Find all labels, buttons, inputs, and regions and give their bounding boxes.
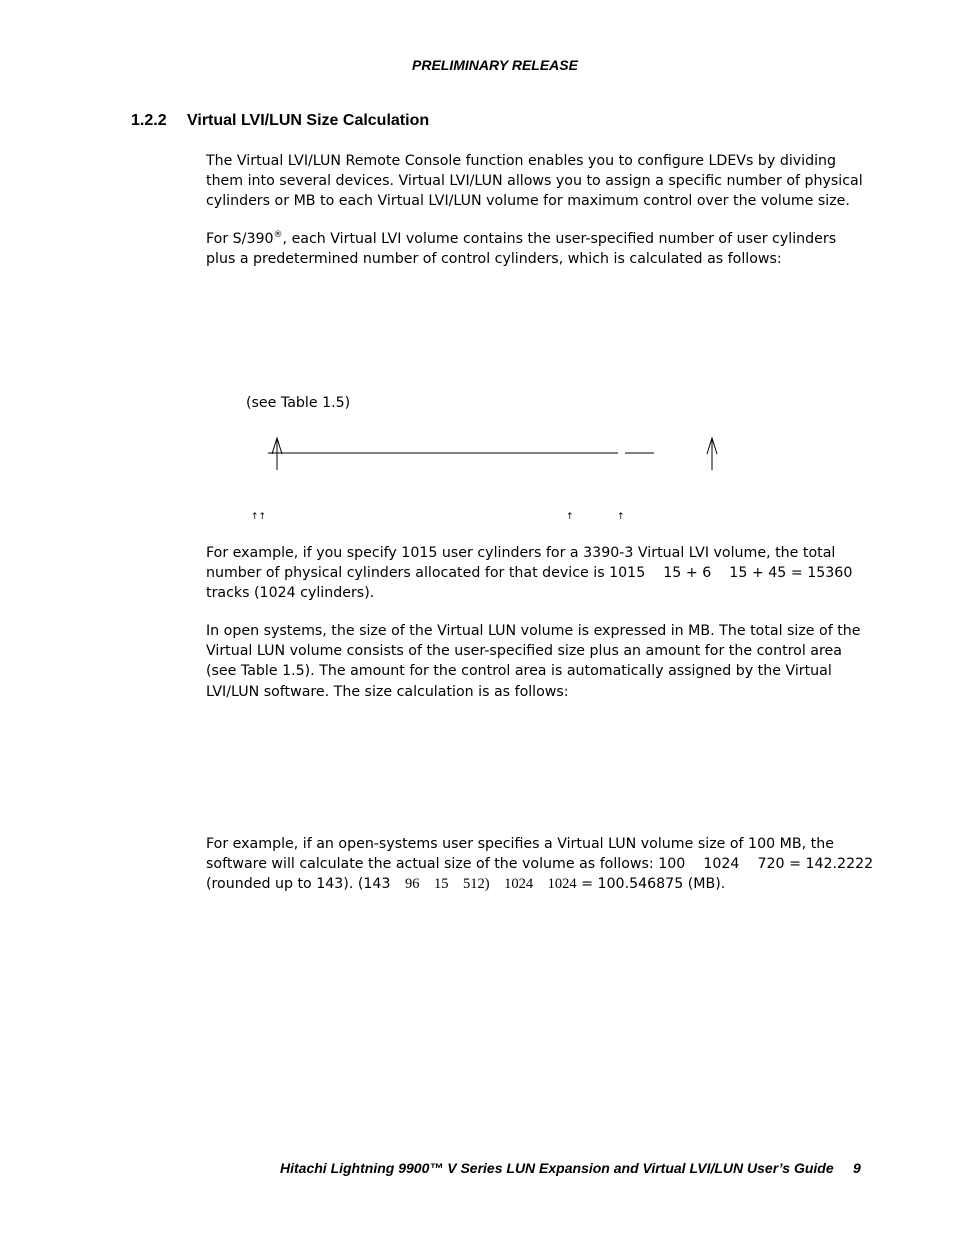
- paragraph-line: number of physical cylinders allocated for that device is 1015 15 + 6 15 + 45 = 15360: [206, 565, 853, 582]
- footer-title: Hitachi Lightning 9900™ V Series LUN Expansion and Virtual LVI/LUN User’s Guide: [280, 1160, 834, 1176]
- paragraph-line: them into several devices. Virtual LVI/LUN allows you to assign a specific number of physical: [206, 173, 863, 190]
- example-formula: 96 15 512) 1024 1024: [390, 876, 577, 893]
- paragraph-line: software will calculate the actual size of the volume as follows: 100 1024 720 = 142.2222: [206, 856, 874, 873]
- arrow-up-icon: [272, 438, 282, 470]
- paragraph-line: tracks (1024 cylinders).: [206, 585, 375, 602]
- paragraph-example-s390: [206, 543, 866, 604]
- formula-see-table: (see Table 1.5): [246, 395, 351, 411]
- paragraph-line: The Virtual LVI/LUN Remote Console function enables you to configure LDEVs by dividing: [206, 153, 837, 169]
- paragraph-line: plus a predetermined number of control cylinders, which is calculated as follows:: [206, 251, 782, 268]
- registered-mark: ®: [273, 230, 283, 240]
- running-header: PRELIMINARY RELEASE: [412, 57, 578, 73]
- paragraph-line: For example, if you specify 1015 user cylinders for a 3390-3 Virtual LVI volume, the total: [206, 545, 836, 561]
- paragraph-line: Virtual LUN volume consists of the user-specified size plus an amount for the control area: [206, 643, 842, 660]
- s390-label: For S/390: [206, 231, 274, 247]
- paragraph-line: cylinders or MB to each Virtual LVI/LUN volume for maximum control over the volume size.: [206, 193, 850, 210]
- paragraph-line: [206, 229, 866, 249]
- example-text-a: (rounded up to 143). (143: [206, 876, 391, 893]
- section-number: 1.2.2: [131, 112, 167, 129]
- formula-graphic: [260, 432, 730, 477]
- paragraph-intro: [206, 151, 866, 212]
- paragraph-line: (see Table 1.5). The amount for the control area is automatically assigned by the Virtual: [206, 663, 832, 680]
- page-number: 9: [853, 1160, 861, 1176]
- paragraph-line: [206, 874, 866, 894]
- paragraph-s390: [206, 229, 866, 269]
- paragraph-open-systems: [206, 621, 866, 702]
- section-title: Virtual LVI/LUN Size Calculation: [187, 112, 430, 129]
- example-text-b: = 100.546875 (MB).: [576, 876, 726, 893]
- paragraph-line: For example, if an open-systems user specifies a Virtual LUN volume size of 100 MB, the: [206, 836, 834, 852]
- paragraph-example-open: [206, 834, 874, 895]
- arrow-marks-left: ↑↑: [251, 512, 267, 522]
- arrow-mark-right: ↑: [617, 512, 625, 522]
- s390-text: , each Virtual LVI volume contains the user-specified number of user cylinders: [282, 231, 837, 247]
- paragraph-line: In open systems, the size of the Virtual LUN volume is expressed in MB. The total size of the: [206, 623, 861, 639]
- arrow-mark-mid: ↑: [566, 512, 574, 522]
- paragraph-line: LVI/LUN software. The size calculation is as follows:: [206, 683, 569, 700]
- arrow-up-icon: [707, 438, 717, 470]
